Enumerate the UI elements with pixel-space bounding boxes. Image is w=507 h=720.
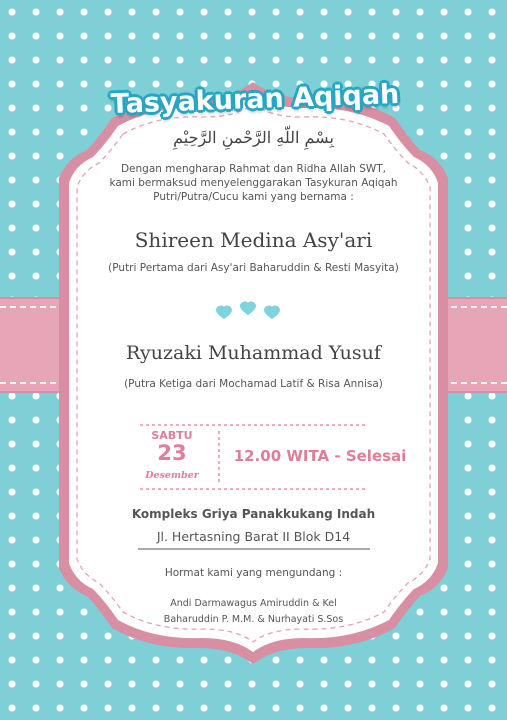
venue-address: Jl. Hertasning Barat II Blok D14	[156, 529, 351, 544]
child-parents-2: (Putra Ketiga dari Mochamad Latif & Risa Annisa)	[124, 378, 383, 390]
intro-line: kami bermaksud menyelenggarakan Tasykuran Aqiqah	[109, 177, 398, 189]
event-day: SABTU	[151, 429, 193, 442]
child-parents-1: (Putri Pertama dari Asy'ari Baharuddin & Resti Masyita)	[108, 262, 399, 274]
intro-line: Dengan mengharap Rahmat dan Ridha Allah SWT,	[120, 163, 387, 175]
host-line-2: Baharuddin P. M.M. & Nurhayati S.Sos	[163, 614, 344, 625]
closing-text: Hormat kami yang mengundang :	[164, 567, 343, 579]
invitation-title: Tasyakuran Aqiqah	[110, 78, 400, 121]
child-name-1: Shireen Medina Asy'ari	[134, 228, 373, 252]
event-time: 12.00 WITA - Selesai	[233, 447, 407, 465]
child-name-2: Ryuzaki Muhammad Yusuf	[126, 342, 381, 364]
intro-line: Putri/Putra/Cucu kami yang bernama :	[153, 191, 354, 203]
intro-text	[0, 162, 507, 204]
bismillah-text: بِسْمِ اللّهِ الرَّحْمنِ الرَّحِيْمِ	[173, 128, 334, 147]
venue-name: Kompleks Griya Panakkukang Indah	[131, 507, 376, 521]
host-line-1: Andi Darmawagus Amiruddin & Kel	[170, 598, 337, 609]
event-date: 23	[157, 441, 187, 465]
event-month: Desember	[145, 470, 199, 481]
